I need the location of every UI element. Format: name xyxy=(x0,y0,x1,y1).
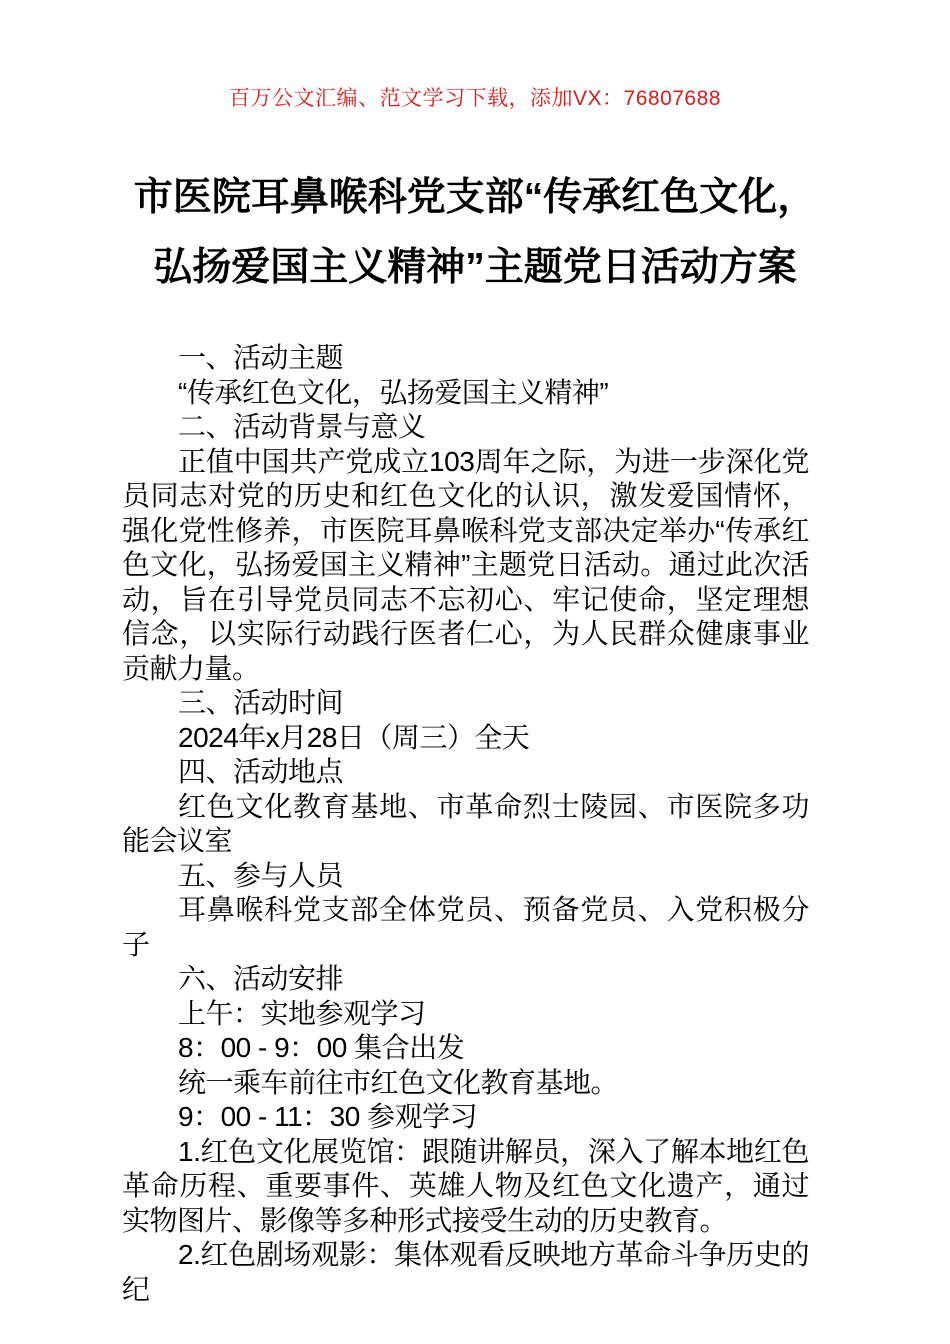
paragraph: 红色文化教育基地、市革命烈士陵园、市医院多功能会议室 xyxy=(122,790,809,856)
section-heading: 六、活动安排 xyxy=(178,963,344,994)
section-heading: 三、活动时间 xyxy=(178,687,344,718)
document-title xyxy=(75,163,875,303)
section-heading: 一、活动主题 xyxy=(178,342,344,373)
paragraph: 上午：实地参观学习 xyxy=(178,997,426,1029)
document-body xyxy=(122,341,809,1307)
document-title-line-1: 市医院耳鼻喉科党支部“传承红色文化， xyxy=(133,176,817,219)
paragraph: 2024年x月28日（周三）全天 xyxy=(178,721,530,753)
paragraph: 统一乘车前往市红色文化教育基地。 xyxy=(178,1066,619,1098)
document-title-line-2: 弘扬爱国主义精神”主题党日活动方案 xyxy=(153,246,797,289)
paragraph: 8：00 - 9：00 集合出发 xyxy=(178,1032,465,1063)
paragraph: 9：00 - 11：30 参观学习 xyxy=(178,1101,478,1132)
section-heading: 四、活动地点 xyxy=(178,756,344,787)
header-notice: 百万公文汇编、范文学习下载，添加VX：76807688 xyxy=(229,87,721,110)
paragraph: 耳鼻喉科党支部全体党员、预备党员、入党积极分子 xyxy=(122,894,809,960)
section-heading: 二、活动背景与意义 xyxy=(178,411,426,442)
paragraph: 2.红色剧场观影：集体观看反映地方革命斗争历史的纪 xyxy=(122,1239,809,1305)
paragraph: “传承红色文化，弘扬爱国主义精神” xyxy=(178,376,609,408)
paragraph: 正值中国共产党成立103周年之际，为进一步深化党员同志对党的历史和红色文化的认识，激发爱国情怀，强化党性修养，市医院耳鼻喉科党支部决定举办“传承红色文化，弘扬爱国主义精神”主题党日活动。通过此次活动，旨在引导党员同志不忘初心、牢记使命，坚定理想信念，以实际行动践行医者仁心，为人民群众健康事业贡献力量。 xyxy=(122,445,809,684)
paragraph: 1.红色文化展览馆：跟随讲解员，深入了解本地红色革命历程、重要事件、英雄人物及红色文化遗产，通过实物图片、影像等多种形式接受生动的历史教育。 xyxy=(122,1135,809,1236)
section-heading: 五、参与人员 xyxy=(178,859,344,891)
